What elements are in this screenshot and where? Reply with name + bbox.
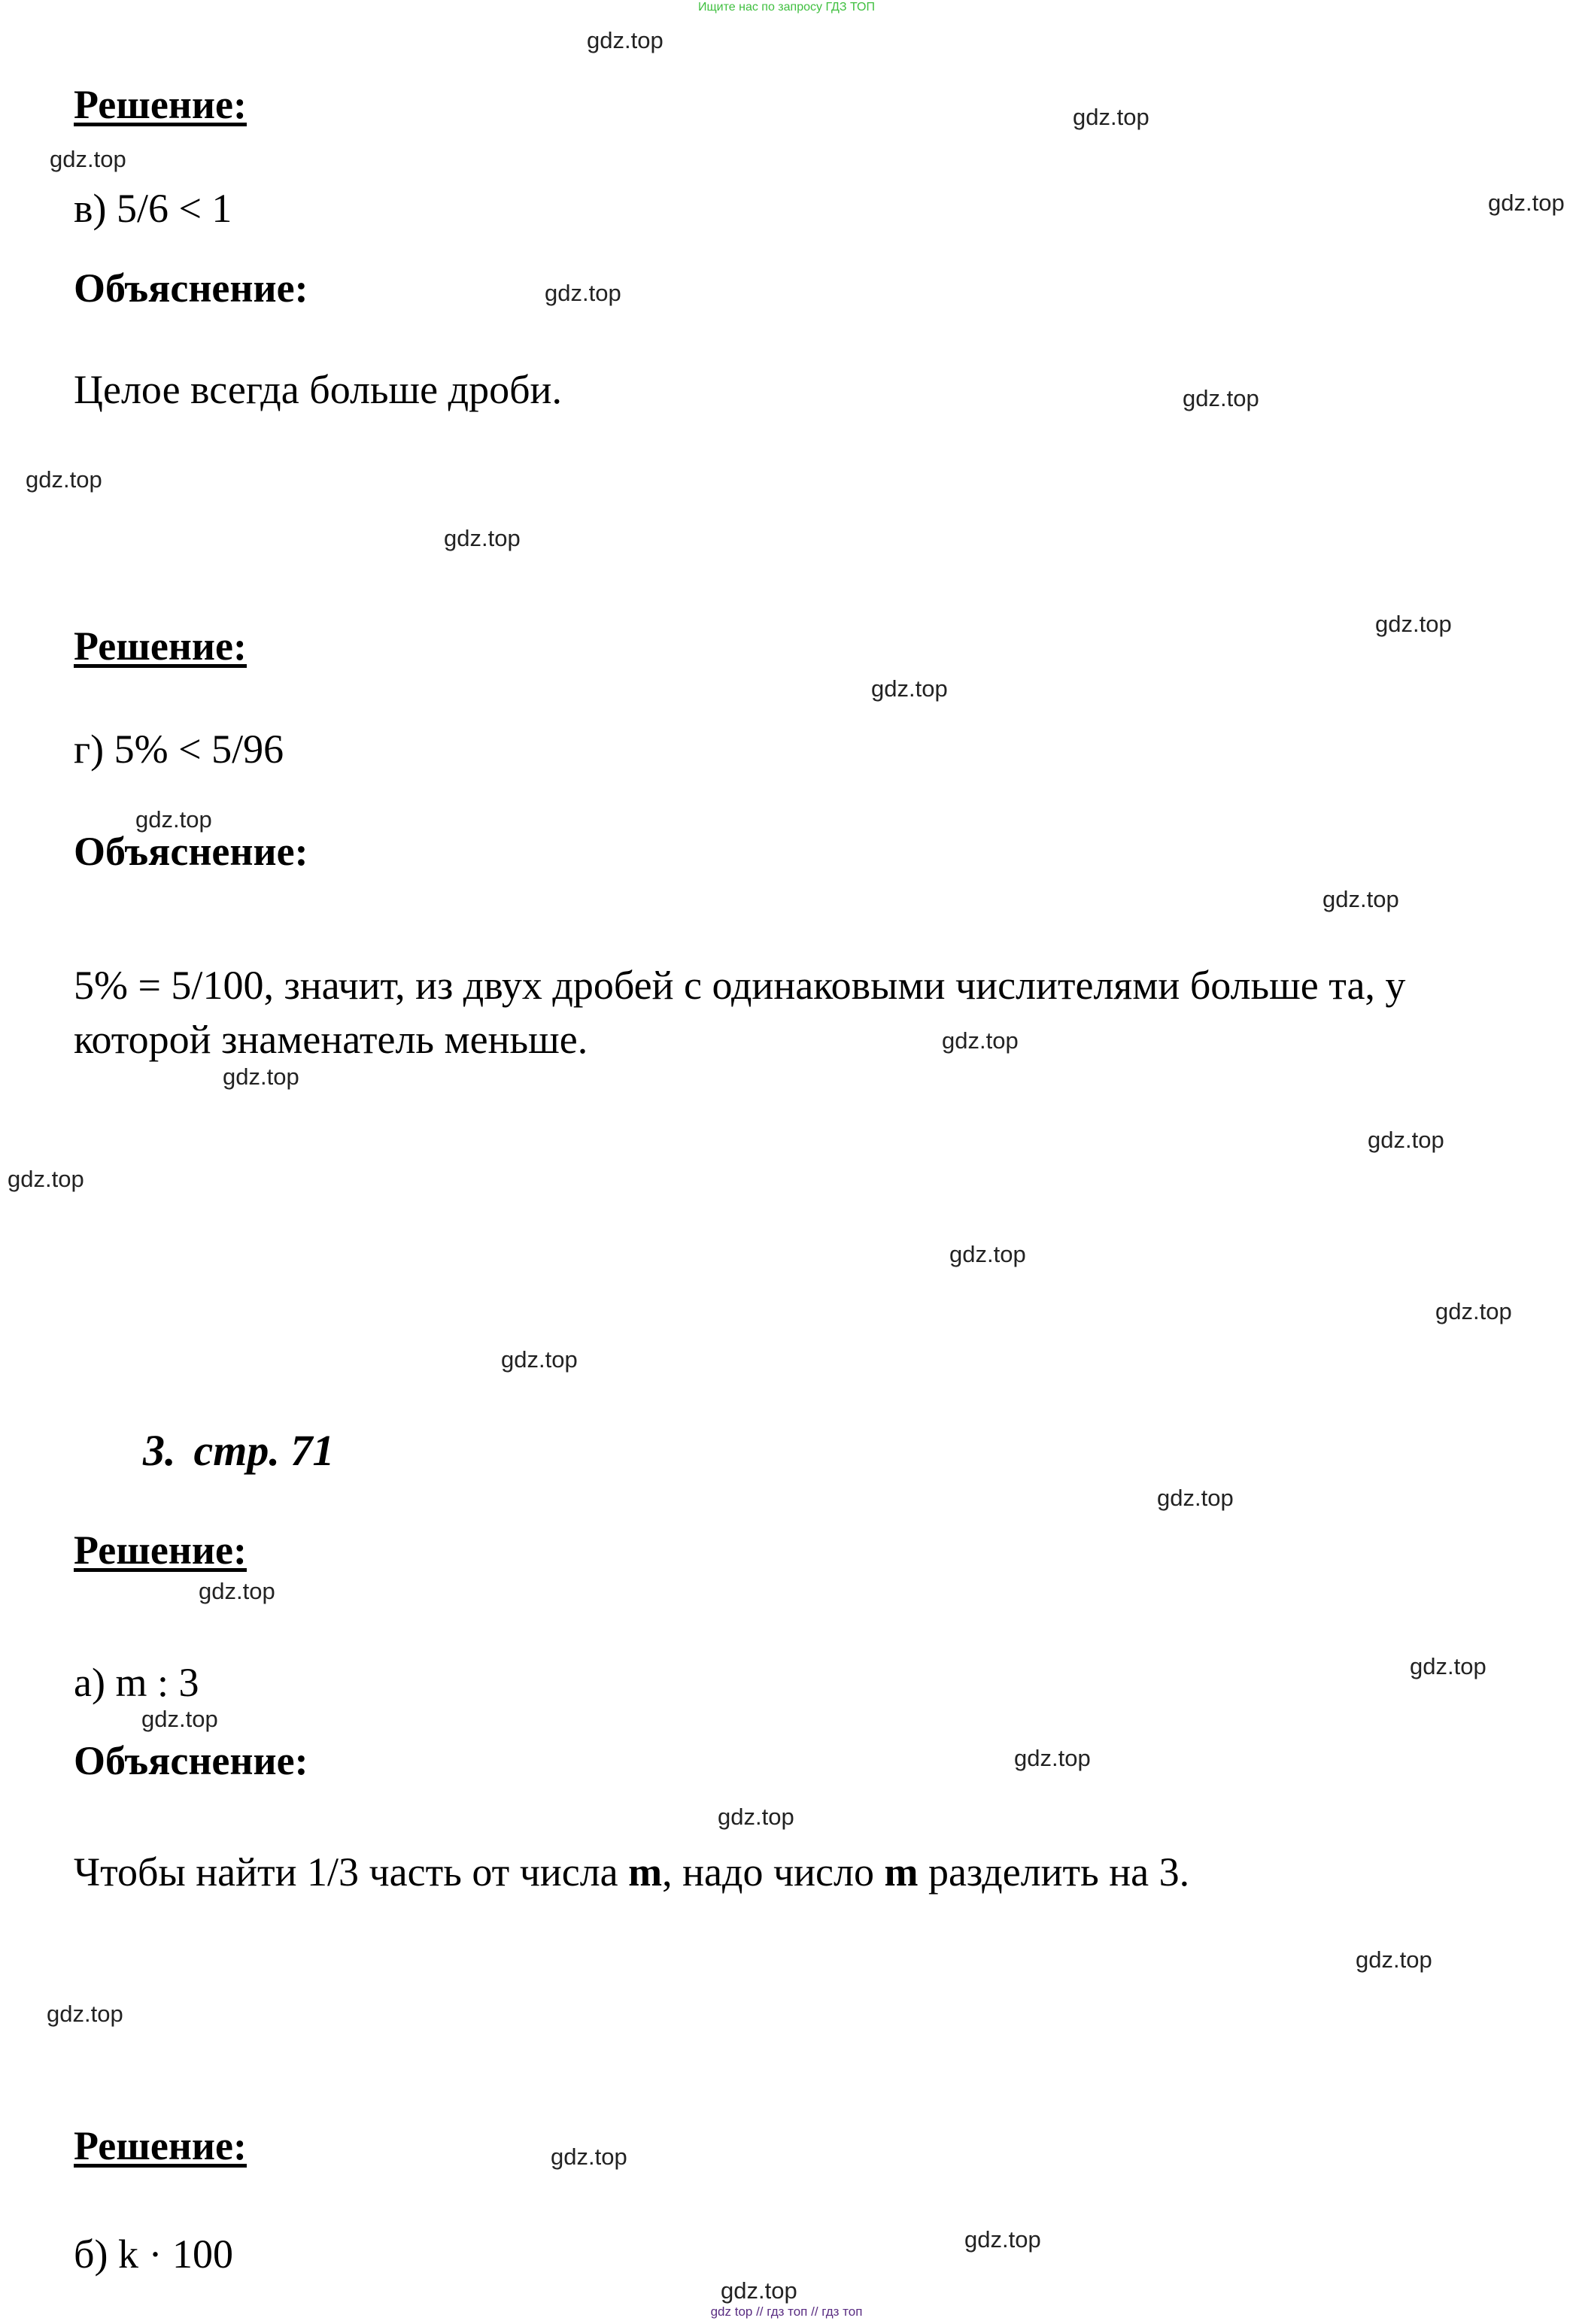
explanation-text: Целое всегда больше дроби.	[74, 367, 562, 412]
watermark: gdz.top	[50, 146, 126, 172]
watermark: gdz.top	[545, 280, 621, 306]
watermark: gdz.top	[1183, 385, 1259, 411]
solution-heading: Решение:	[74, 1528, 247, 1573]
explanation-text: Чтобы найти 1/3 часть от числа m, надо число m разделить на 3.	[74, 1849, 1190, 1895]
watermark: gdz.top	[1356, 1946, 1432, 1973]
answer-text: в) 5/6 < 1	[74, 186, 232, 231]
watermark: gdz.top	[1014, 1745, 1091, 1771]
section-title	[143, 1425, 334, 1476]
watermark: gdz.top	[26, 466, 102, 493]
watermark: gdz.top	[141, 1706, 218, 1732]
watermark: gdz.top	[223, 1063, 299, 1090]
watermark: gdz.top	[1157, 1485, 1234, 1511]
explanation-heading: Объяснение:	[74, 829, 308, 874]
watermark: gdz.top	[718, 1804, 794, 1830]
watermark: gdz.top	[551, 2143, 627, 2170]
solution-heading: Решение:	[74, 623, 247, 669]
search-banner[interactable]: Ищите нас по запросу ГДЗ ТОП	[698, 1, 875, 14]
watermark: gdz.top	[1073, 104, 1149, 130]
watermark: gdz.top	[8, 1166, 84, 1192]
solution-heading: Решение:	[74, 82, 247, 127]
watermark: gdz.top	[1375, 611, 1452, 637]
watermark: gdz.top	[1488, 190, 1565, 216]
watermark: gdz.top	[964, 2226, 1041, 2253]
explanation-heading: Объяснение:	[74, 265, 308, 311]
watermark: gdz.top	[721, 2277, 797, 2304]
watermark: gdz.top	[1368, 1127, 1444, 1153]
watermark: gdz.top	[1435, 1298, 1512, 1324]
watermark: gdz.top	[587, 27, 664, 53]
variable-m: m	[884, 1849, 919, 1895]
explanation-heading: Объяснение:	[74, 1738, 308, 1783]
watermark: gdz.top	[501, 1346, 578, 1373]
answer-text: а) m : 3	[74, 1660, 199, 1705]
section-number: 3.	[143, 1426, 176, 1475]
watermark: gdz.top	[949, 1241, 1026, 1267]
answer-text: б) k · 100	[74, 2231, 233, 2277]
explanation-text: 5% = 5/100, значит, из двух дробей с одинаковыми числителями больше та, у которой знаменатель меньше.	[74, 963, 1406, 1062]
watermark: gdz.top	[135, 806, 212, 833]
watermark: gdz.top	[47, 2001, 123, 2027]
watermark: gdz.top	[1322, 886, 1399, 912]
section-page: стр. 71	[193, 1426, 335, 1475]
watermark: gdz.top	[871, 675, 948, 702]
watermark: gdz.top	[444, 525, 521, 551]
solution-heading: Решение:	[74, 2123, 247, 2168]
answer-text: г) 5% < 5/96	[74, 727, 284, 772]
watermark: gdz.top	[942, 1027, 1019, 1054]
watermark: gdz.top	[1410, 1653, 1486, 1679]
footer-links[interactable]: gdz top // гдз топ // гдз топ	[710, 2304, 863, 2319]
variable-m: m	[628, 1849, 663, 1895]
watermark: gdz.top	[199, 1578, 275, 1604]
